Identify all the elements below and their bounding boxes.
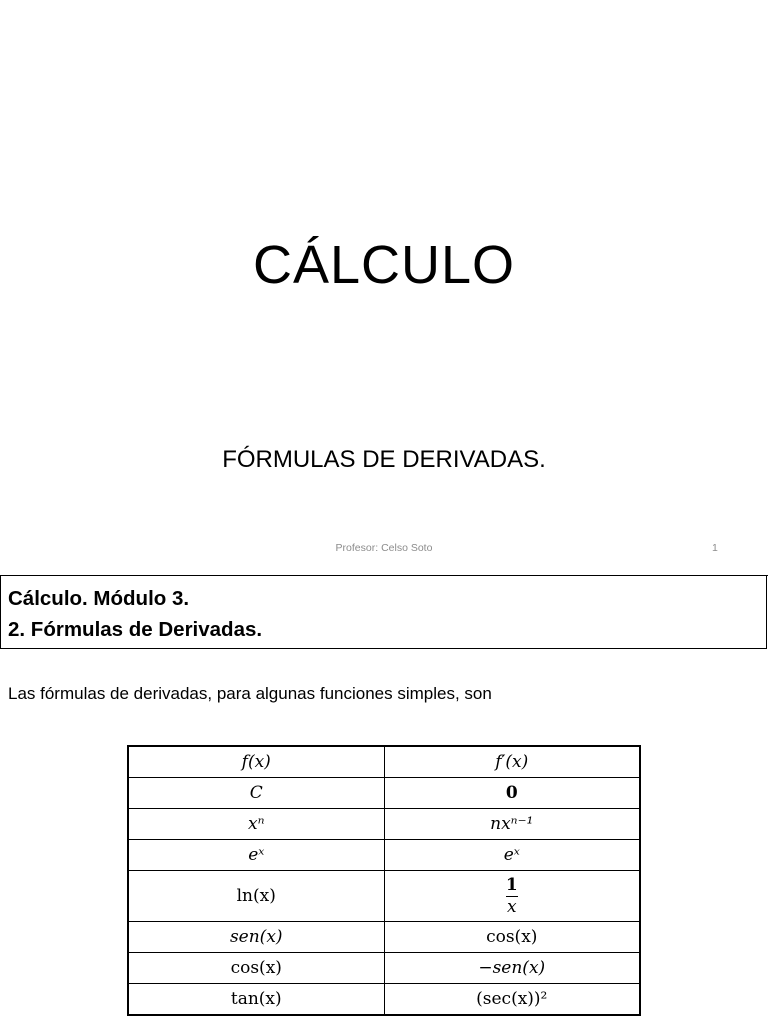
derivative-cell: (sec(x))² (384, 984, 640, 1016)
table-row (128, 840, 640, 871)
fraction (504, 875, 520, 918)
slide-title: CÁLCULO (252, 235, 516, 295)
section-title: 2. Fórmulas de Derivadas. (8, 618, 263, 641)
module-title: Cálculo. Módulo 3. (8, 587, 190, 610)
page-number: 1 (712, 542, 718, 554)
footer-author: Profesor: Celso Soto (335, 542, 433, 554)
slide-subtitle: FÓRMULAS DE DERIVADAS. (222, 446, 546, 473)
derivative-cell: 0 (384, 778, 640, 809)
table-row (128, 871, 640, 922)
function-cell: ln(x) (128, 871, 384, 922)
table-row (128, 953, 640, 984)
function-cell: tan(x) (128, 984, 384, 1016)
derivatives-table (127, 745, 641, 1016)
derivative-cell: nxⁿ⁻¹ (384, 809, 640, 840)
fraction-denominator: x (506, 896, 517, 917)
function-cell: C (128, 778, 384, 809)
column-header-function: f(x) (128, 746, 384, 778)
derivative-cell: eˣ (384, 840, 640, 871)
column-header-derivative: f′(x) (384, 746, 640, 778)
formulas-slide (0, 575, 768, 1024)
table-row (128, 922, 640, 953)
function-cell: sen(x) (128, 922, 384, 953)
derivative-cell: cos(x) (384, 922, 640, 953)
table-row (128, 984, 640, 1016)
table-row (128, 809, 640, 840)
derivative-cell (384, 871, 640, 922)
function-cell: cos(x) (128, 953, 384, 984)
intro-text: Las fórmulas de derivadas, para algunas funciones simples, son (8, 684, 492, 703)
table-row (128, 778, 640, 809)
function-cell: eˣ (128, 840, 384, 871)
module-header (0, 576, 767, 649)
derivative-cell: −sen(x) (384, 953, 640, 984)
function-cell: xⁿ (128, 809, 384, 840)
fraction-numerator: 1 (505, 874, 518, 895)
table-header-row (128, 746, 640, 778)
